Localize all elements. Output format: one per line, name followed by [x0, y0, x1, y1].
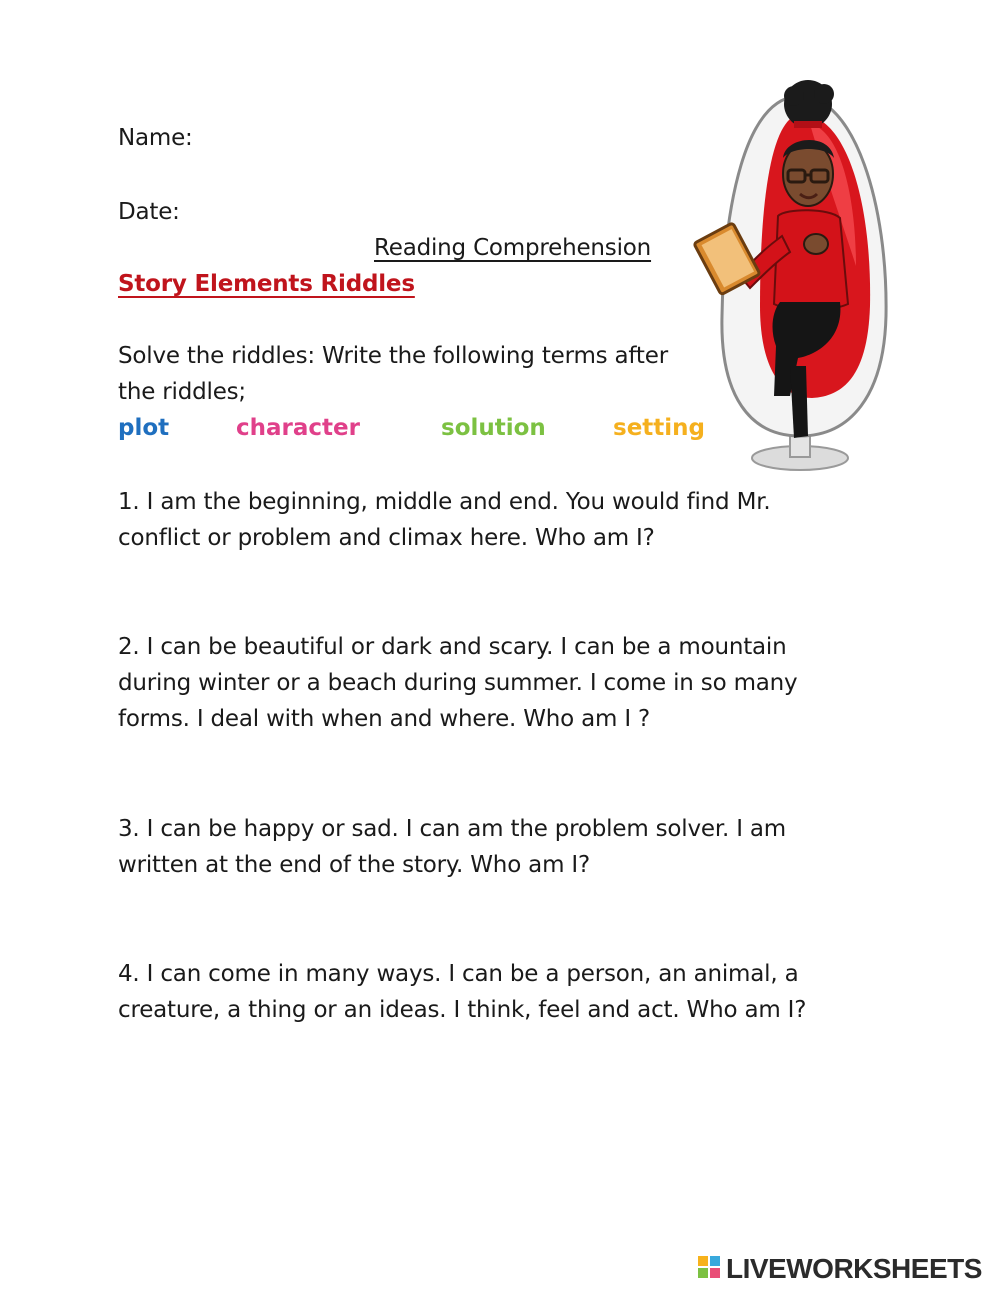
term-solution: solution [441, 415, 546, 441]
riddle-4-line-1: 4. I can come in many ways. I can be a person, an animal, a [118, 961, 799, 987]
name-label: Name: [118, 125, 193, 151]
riddle-2-line-2: during winter or a beach during summer. I come in so many [118, 670, 798, 696]
riddle-4-line-2: creature, a thing or an ideas. I think, feel and act. Who am I? [118, 997, 807, 1023]
riddle-1-line-2: conflict or problem and climax here. Who am I? [118, 525, 655, 551]
riddle-2-line-1: 2. I can be beautiful or dark and scary. I can be a mountain [118, 634, 787, 660]
heading: Reading Comprehension [374, 235, 652, 261]
term-setting: setting [613, 415, 705, 441]
liveworksheets-logo-text: LIVEWORKSHEETS [726, 1253, 982, 1284]
term-plot: plot [118, 415, 170, 441]
riddle-3-line-1: 3. I can be happy or sad. I can am the problem solver. I am [118, 816, 787, 842]
instructions-line-1: Solve the riddles: Write the following terms after [118, 343, 668, 369]
term-character: character [236, 415, 360, 441]
subtitle: Story Elements Riddles [118, 271, 415, 297]
teacher-avatar-illustration [690, 66, 890, 476]
liveworksheets-logo [698, 1252, 982, 1286]
riddle-3-line-2: written at the end of the story. Who am I? [118, 852, 590, 878]
riddle-1-line-1: 1. I am the beginning, middle and end. You would find Mr. [118, 489, 771, 515]
liveworksheets-logo-icon [698, 1256, 722, 1282]
date-label: Date: [118, 199, 180, 225]
instructions-line-2: the riddles; [118, 379, 246, 405]
riddle-2-line-3: forms. I deal with when and where. Who am I ? [118, 706, 651, 732]
